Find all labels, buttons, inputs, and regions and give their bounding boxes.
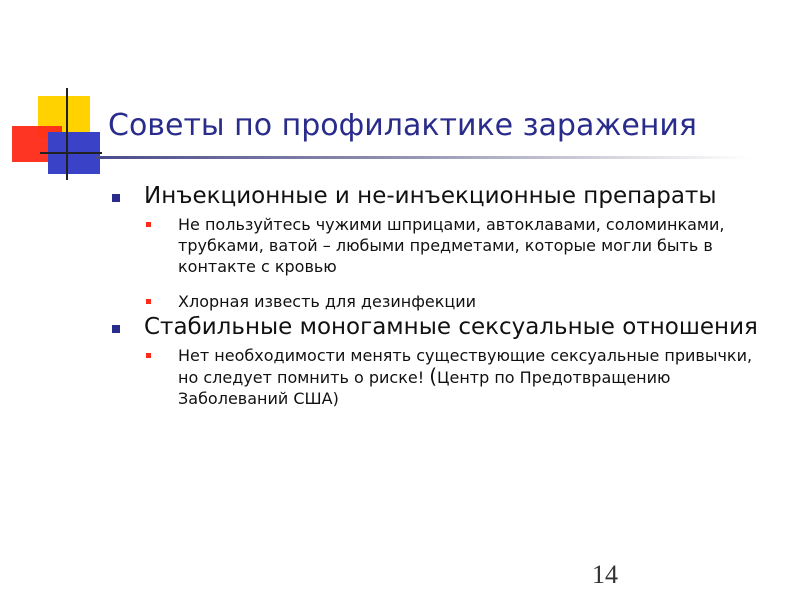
- decorative-squares-logo: [0, 0, 120, 200]
- bullet-item-relationships: [110, 314, 770, 341]
- open-parenthesis: (: [429, 364, 438, 388]
- small-square-bullet-icon: [146, 353, 151, 358]
- title-underline: [96, 156, 752, 159]
- slide-title: Советы по профилактике заражения: [108, 108, 697, 143]
- small-square-bullet-icon: [146, 222, 151, 227]
- horizontal-line: [40, 152, 102, 154]
- bullet-item-injections: [110, 183, 770, 210]
- page-number: 14: [592, 560, 618, 589]
- sub-bullet-item-bleach: [144, 291, 770, 312]
- bullet-text: Стабильные моногамные сексуальные отношения: [144, 314, 758, 340]
- sub-bullet-item-no-sharing: [144, 214, 770, 277]
- sub-bullet-text: Хлорная известь для дезинфекции: [178, 292, 477, 311]
- vertical-line: [66, 88, 68, 180]
- sub-bullet-text: Не пользуйтесь чужими шприцами, автоклавами, соломинками, трубками, ватой – любыми предметами, которые могли быть в контакте с кровью: [178, 215, 725, 276]
- bullet-list: [110, 181, 770, 409]
- sub-bullet-text: [178, 346, 752, 408]
- sub-bullet-text-before: Нет необходимости менять существующие сексуальные привычки, но следует помнить о риске!: [178, 346, 753, 387]
- sub-bullet-item-risk: [144, 345, 770, 409]
- small-square-bullet-icon: [146, 299, 151, 304]
- square-bullet-icon: [112, 325, 120, 333]
- square-bullet-icon: [112, 194, 120, 202]
- bullet-text: Инъекционные и не-инъекционные препараты: [144, 183, 717, 209]
- sub-bullet-text-source: Центр по Предотвращению Заболеваний США): [178, 368, 671, 408]
